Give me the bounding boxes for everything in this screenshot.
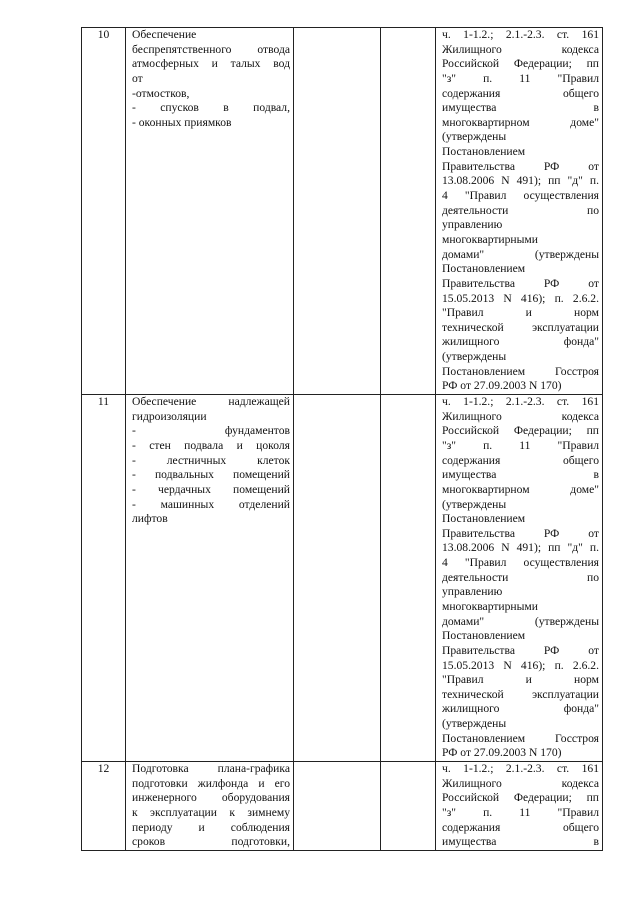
legal-basis <box>436 28 602 394</box>
text-line: "з" п. 11 "Правил <box>442 438 599 452</box>
text-line: подготовки жилфонда и его <box>132 776 290 790</box>
text-line: (утверждены <box>442 130 507 144</box>
text-line: Жилищного кодекса <box>442 42 599 56</box>
work-description-cell <box>126 395 294 762</box>
text-line: многоквартирном доме" <box>442 115 599 129</box>
text-line: содержания общего <box>442 453 599 467</box>
legal-basis-cell <box>436 395 603 762</box>
text-line: (утверждены <box>442 350 507 364</box>
legal-basis <box>436 762 602 850</box>
text-line: ч. 1-1.2.; 2.1.-2.3. ст. 161 <box>442 762 599 776</box>
text-line: Правительства РФ от <box>442 643 599 657</box>
text-line: "Правил и норм <box>442 673 599 687</box>
text-line: -отмостков, <box>132 86 190 100</box>
text-line: 15.05.2013 N 416); п. 2.6.2. <box>442 291 599 305</box>
text-line: (утверждены <box>442 497 507 511</box>
text-line: многоквартирными <box>442 599 538 613</box>
text-line: Обеспечение надлежащей <box>132 395 290 409</box>
text-line: Постановлением <box>442 629 526 643</box>
text-line: 15.05.2013 N 416); п. 2.6.2. <box>442 658 599 672</box>
text-line: - спусков в подвал, <box>132 101 290 115</box>
text-line: многоквартирными <box>442 232 538 246</box>
text-line: 4 "Правил осуществления <box>442 189 599 203</box>
text-line: - фундаментов <box>132 424 290 438</box>
text-line: ч. 1-1.2.; 2.1.-2.3. ст. 161 <box>442 28 599 41</box>
empty-cell <box>294 395 381 762</box>
text-line: имущества в <box>442 835 599 849</box>
text-line: жилищного фонда" <box>442 702 599 716</box>
text-line: Подготовка плана-графика <box>132 762 290 776</box>
text-line: сроков подготовки, <box>132 835 290 849</box>
text-line: - лестничных клеток <box>132 453 290 467</box>
text-line: Правительства РФ от <box>442 159 599 173</box>
text-line: "Правил и норм <box>442 306 599 320</box>
text-line: лифтов <box>132 512 168 526</box>
empty-cell <box>294 762 381 851</box>
work-description <box>126 762 293 850</box>
text-line: атмосферных и талых вод <box>132 57 290 71</box>
text-line: Обеспечение <box>132 28 197 41</box>
text-line: деятельности по <box>442 570 599 584</box>
text-line: 4 "Правил осуществления <box>442 556 599 570</box>
empty-cell <box>381 395 436 762</box>
text-line: - оконных приямков <box>132 115 232 129</box>
text-line: имущества в <box>442 468 599 482</box>
text-line: содержания общего <box>442 820 599 834</box>
legal-basis-cell <box>436 28 603 395</box>
text-line: ч. 1-1.2.; 2.1.-2.3. ст. 161 <box>442 395 599 409</box>
row-number-cell <box>82 395 126 762</box>
row-number-cell <box>82 762 126 851</box>
text-line: Российской Федерации; пп <box>442 424 599 438</box>
text-line: Постановлением Госстроя <box>442 731 599 745</box>
table-row <box>82 28 603 395</box>
work-description <box>126 28 293 130</box>
text-line: "з" п. 11 "Правил <box>442 805 599 819</box>
work-description-cell <box>126 762 294 851</box>
empty-cell <box>381 28 436 395</box>
row-number: 11 <box>97 395 110 409</box>
work-description <box>126 395 293 527</box>
text-line: Жилищного кодекса <box>442 776 599 790</box>
text-line: Российской Федерации; пп <box>442 791 599 805</box>
work-description-cell <box>126 28 294 395</box>
text-line: гидроизоляции <box>132 409 207 423</box>
text-line: технической эксплуатации <box>442 320 599 334</box>
text-line: - чердачных помещений <box>132 482 290 496</box>
text-line: периоду и соблюдения <box>132 820 290 834</box>
legal-basis-cell <box>436 762 603 851</box>
table-row <box>82 395 603 762</box>
text-line: содержания общего <box>442 86 599 100</box>
text-line: инженерного оборудования <box>132 791 290 805</box>
text-line: 13.08.2006 N 491); пп "д" п. <box>442 541 599 555</box>
text-line: к эксплуатации к зимнему <box>132 805 290 819</box>
text-line: жилищного фонда" <box>442 335 599 349</box>
text-line: - машинных отделений <box>132 497 290 511</box>
text-line: Постановлением <box>442 512 526 526</box>
text-line: "з" п. 11 "Правил <box>442 71 599 85</box>
text-line: Правительства РФ от <box>442 526 599 540</box>
text-line: деятельности по <box>442 203 599 217</box>
text-line: Постановлением <box>442 145 526 159</box>
text-line: домами" (утверждены <box>442 614 599 628</box>
text-line: РФ от 27.09.2003 N 170) <box>442 746 562 760</box>
text-line: многоквартирном доме" <box>442 482 599 496</box>
table-row <box>82 762 603 851</box>
text-line: от <box>132 71 143 85</box>
text-line: технической эксплуатации <box>442 687 599 701</box>
row-number: 12 <box>97 762 110 776</box>
text-line: - подвальных помещений <box>132 468 290 482</box>
text-line: Жилищного кодекса <box>442 409 599 423</box>
text-line: имущества в <box>442 101 599 115</box>
text-line: Постановлением Госстроя <box>442 364 599 378</box>
text-line: Правительства РФ от <box>442 276 599 290</box>
text-line: Постановлением <box>442 262 526 276</box>
legal-basis <box>436 395 602 761</box>
empty-cell <box>294 28 381 395</box>
text-line: беспрепятственного отвода <box>132 42 290 56</box>
text-line: управлению <box>442 585 503 599</box>
text-line: домами" (утверждены <box>442 247 599 261</box>
text-line: РФ от 27.09.2003 N 170) <box>442 379 562 393</box>
text-line: управлению <box>442 218 503 232</box>
empty-cell <box>381 762 436 851</box>
requirements-table <box>81 27 603 851</box>
text-line: Российской Федерации; пп <box>442 57 599 71</box>
row-number: 10 <box>97 28 110 41</box>
text-line: (утверждены <box>442 717 507 731</box>
text-line: 13.08.2006 N 491); пп "д" п. <box>442 174 599 188</box>
row-number-cell <box>82 28 126 395</box>
text-line: - стен подвала и цоколя <box>132 438 290 452</box>
